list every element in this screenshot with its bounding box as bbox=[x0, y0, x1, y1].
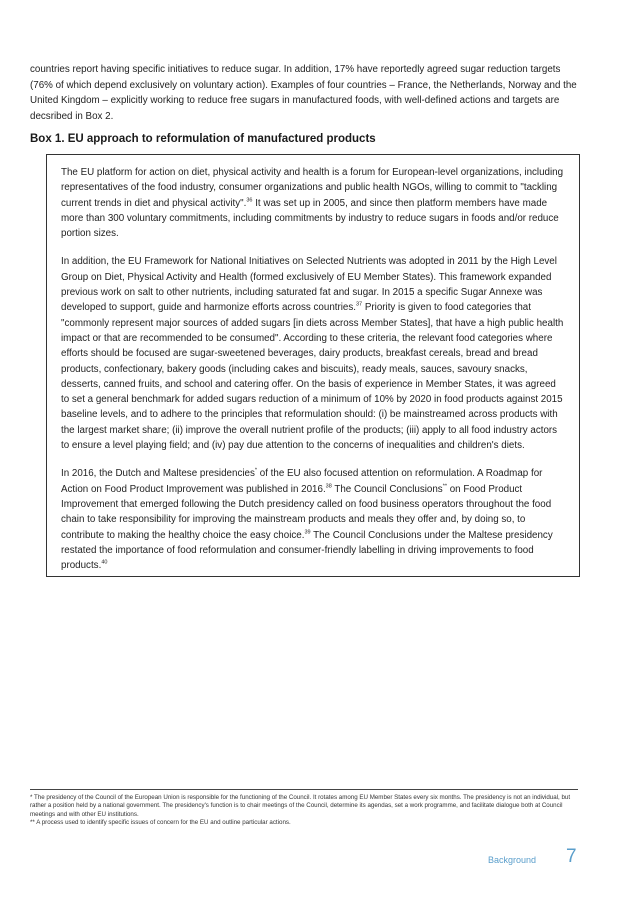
box-paragraph-2 bbox=[61, 254, 565, 453]
box-paragraph-3-text-d: on Food Product Improvement that emerged following the Dutch presidency called on food business operators throughout the food chain to take responsibility for improving the mainstream products and meals they offer and, by doing so, to contribute to making the healthy choice the easy choice. bbox=[61, 483, 552, 541]
box-paragraph-3-text-b: of the EU also focused attention on reformulation. A Roadmap for Action on Food Product Improvement was published in 2016. bbox=[61, 468, 543, 495]
footnote-divider bbox=[30, 789, 578, 790]
footnote-marker-2: ** bbox=[442, 483, 447, 490]
reference-36: 36 bbox=[246, 197, 253, 204]
intro-paragraph: countries report having specific initiatives to reduce sugar. In addition, 17% have reportedly agreed sugar reduction targets (76% of which depend exclusively on voluntary action). Examples of four countries – France, the Netherlands, Norway and the United Kingdom – explicitly working to reduce free sugars in manufactured foods, with well-defined actions and targets are decsribed in Box 2. bbox=[30, 64, 577, 122]
reference-38: 38 bbox=[325, 483, 332, 490]
footer-section-label: Background bbox=[488, 855, 537, 865]
reference-40: 40 bbox=[101, 559, 108, 566]
box-paragraph-3-text-e: The Council Conclusions under the Maltese presidency restated the importance of food reformulation and consumer-friendly labelling in driving improvements to food products. bbox=[61, 529, 553, 572]
box-paragraph-1-text-a: The EU platform for action on diet, physical activity and health is a forum for European-level organizations, including representatives of the food industry, consumer organizations and public health NGOs, willing to commit to "tackling current trends in diet and physical activity". bbox=[61, 167, 564, 209]
footnote-2: ** A process used to identify specific issues of concern for the EU and outline particular actions. bbox=[30, 818, 291, 826]
footnotes bbox=[30, 794, 578, 827]
box-paragraph-2-text-a: In addition, the EU Framework for National Initiatives on Selected Nutrients was adopted in 2011 by the High Level Group on Diet, Physical Activity and Health (formed exclusively of EU Member States). This framework expanded previous work on salt to other nutrients, including saturated fat and sugar. In 2015 a specific Sugar Annexe was developed to support, guide and harmonize efforts across countries. bbox=[61, 256, 557, 314]
box-paragraph-2-text-b: Priority is given to food categories that "commonly represent major sources of added sugars [in diets across Member States], that have a high public health impact or that are recommended to be consumed". According to these criteria, the relevant food categories where efforts should be focused are sugar-sweetened beverages, dairy products, breakfast cereals, bread and bread products, confectionary, bakery goods (including cakes and biscuits), ready meals, sauces, savoury snacks, desserts, canned fruits, and school and catering offer. On the basis of experience in Member States, it was agreed to set a general benchmark for added sugars reduction of a minimum of 10% by 2020 in food products against 2015 baseline levels, and to adhere to the principles that reformulation should: (i) be mainstreamed across products with the largest market share; (ii) improve the overall nutrient profile of the products; (iii) apply to all food industry actors to ensure a level playing field; and (iv) pay due attention to the concerns of inequalities and children's diets. bbox=[61, 302, 564, 452]
box-title: Box 1. EU approach to reformulation of manufactured products bbox=[30, 133, 376, 145]
box-1-panel bbox=[46, 154, 580, 577]
reference-37: 37 bbox=[356, 302, 363, 309]
box-paragraph-3 bbox=[61, 466, 565, 573]
box-paragraph-3-text-c: The Council Conclusions bbox=[331, 483, 443, 495]
page-number: 7 bbox=[566, 846, 577, 867]
box-paragraph-1 bbox=[61, 165, 565, 241]
box-paragraph-1-text-b: It was set up in 2005, and since then platform members have made more than 300 voluntary commitments, including commitments by industry to reduce sugars in foods and/or reduce portion sizes. bbox=[61, 197, 559, 240]
footnote-marker-1: * bbox=[254, 468, 258, 475]
reference-39: 39 bbox=[304, 529, 311, 536]
footnote-1: * The presidency of the Council of the European Union is responsible for the functioning of the Council. It rotates among EU Member States every six months. The presidency is not an individual, but rather a position held by a national government. The presidency's function is to chair meetings of the Council, determine its agendas, set a work programme, and facilitate dialogue both at Council meetings and with other EU institutions. bbox=[30, 794, 571, 818]
box-paragraph-3-text-a: In 2016, the Dutch and Maltese presidencies bbox=[61, 468, 255, 480]
